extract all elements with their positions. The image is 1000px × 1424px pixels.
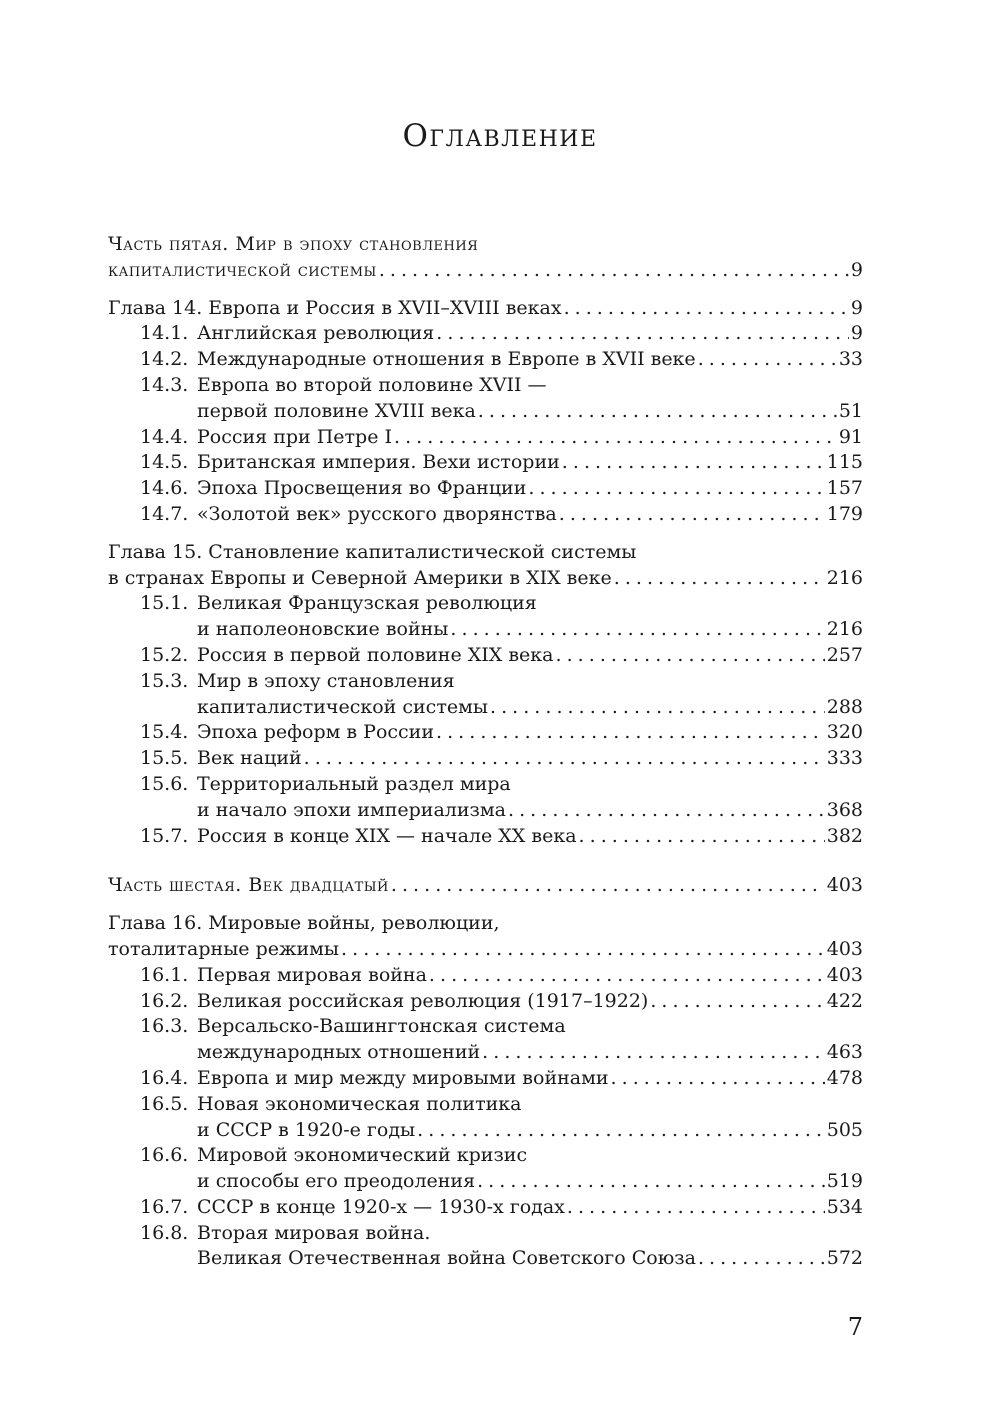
dot-leader bbox=[564, 296, 849, 322]
section-page-number: 320 bbox=[826, 721, 863, 744]
section-number: 14.7. bbox=[140, 502, 189, 525]
section-number: 15.3. bbox=[140, 669, 189, 692]
section-page-number: 157 bbox=[826, 477, 863, 500]
section-number: 14.3. bbox=[140, 373, 189, 396]
dot-leader bbox=[341, 937, 825, 963]
section-title: Россия в конце XIX — начале XX века bbox=[197, 824, 577, 847]
dot-leader bbox=[304, 746, 825, 772]
dot-leader bbox=[611, 1066, 825, 1092]
section-title: Новая экономическая политика bbox=[197, 1092, 522, 1115]
toc-section-line bbox=[108, 798, 863, 824]
dot-leader bbox=[391, 873, 825, 899]
section-title: «Золотой век» русского дворянства bbox=[197, 502, 557, 525]
dot-leader bbox=[436, 720, 825, 746]
dot-leader bbox=[650, 989, 824, 1015]
section-page-number: 257 bbox=[826, 643, 863, 666]
toc-section-line bbox=[108, 450, 863, 476]
section-number: 14.4. bbox=[140, 425, 189, 448]
toc-section-line bbox=[108, 746, 863, 772]
section-title: Английская революция bbox=[197, 322, 435, 345]
toc-section-line bbox=[108, 1118, 863, 1144]
dot-leader bbox=[477, 1169, 825, 1195]
toc-section-line bbox=[108, 989, 863, 1015]
page-title: Оглавление bbox=[402, 118, 598, 154]
dot-leader bbox=[556, 643, 825, 669]
dot-leader bbox=[478, 399, 837, 425]
toc-section-line bbox=[108, 963, 863, 989]
section-title: Великая российская революция (1917–1922) bbox=[197, 989, 649, 1012]
section-title: Версальско-Вашингтонская система bbox=[197, 1015, 566, 1038]
dot-leader bbox=[579, 824, 825, 850]
toc-entry-line bbox=[108, 911, 863, 937]
section-page-number: 333 bbox=[826, 747, 863, 770]
section-number: 16.5. bbox=[140, 1092, 189, 1115]
toc-page-number: 9 bbox=[850, 296, 863, 319]
section-number: 16.4. bbox=[140, 1066, 189, 1089]
section-page-number: 9 bbox=[850, 322, 863, 345]
section-title: Век наций bbox=[197, 747, 302, 770]
section-title: Мир в эпоху становления bbox=[197, 669, 455, 692]
section-number: 15.7. bbox=[140, 824, 189, 847]
toc-entry-line bbox=[108, 258, 863, 284]
dot-leader bbox=[614, 566, 825, 592]
section-number: 15.2. bbox=[140, 643, 189, 666]
toc-page-number: 403 bbox=[826, 937, 863, 960]
section-title: Вторая мировая война. bbox=[197, 1221, 431, 1244]
section-page-number: 91 bbox=[838, 425, 863, 448]
dot-leader bbox=[490, 695, 825, 721]
section-page-number: 115 bbox=[826, 451, 863, 474]
dot-leader bbox=[429, 963, 825, 989]
dot-leader bbox=[567, 1195, 825, 1221]
dot-leader bbox=[379, 258, 849, 284]
toc-section-line bbox=[108, 1143, 863, 1169]
toc-chapter bbox=[108, 296, 863, 528]
section-number: 14.6. bbox=[140, 477, 189, 500]
section-number: 16.1. bbox=[140, 963, 189, 986]
toc-entry-text: в странах Европы и Северной Америки в XIX веке bbox=[108, 566, 612, 589]
toc-entry-text: Глава 15. Становление капиталистической системы bbox=[108, 540, 637, 563]
toc-section-line bbox=[108, 321, 863, 347]
section-page-number: 422 bbox=[826, 989, 863, 1012]
section-page-number: 463 bbox=[826, 1041, 863, 1064]
dot-leader bbox=[508, 798, 825, 824]
toc-section-line bbox=[108, 1195, 863, 1221]
toc-entry-text: капиталистической системы bbox=[108, 258, 377, 281]
section-number: 16.8. bbox=[140, 1221, 189, 1244]
toc-section-line bbox=[108, 669, 863, 695]
section-number: 16.7. bbox=[140, 1195, 189, 1218]
toc-section-line bbox=[108, 824, 863, 850]
toc-entry-text: Глава 16. Мировые войны, революции, bbox=[108, 912, 500, 935]
section-title: СССР в конце 1920-х — 1930-х годах bbox=[197, 1195, 565, 1218]
toc-page-number: 403 bbox=[826, 874, 863, 897]
section-page-number: 288 bbox=[826, 695, 863, 718]
toc-chapter bbox=[108, 540, 863, 850]
toc-entry-line bbox=[108, 296, 863, 322]
section-page-number: 572 bbox=[826, 1247, 863, 1270]
section-title: Британская империя. Вехи истории bbox=[197, 451, 560, 474]
toc-section-line bbox=[108, 772, 863, 798]
toc-section-line bbox=[108, 1221, 863, 1247]
section-title: Эпоха Просвещения во Франции bbox=[197, 477, 527, 500]
toc-section-line bbox=[108, 399, 863, 425]
section-page-number: 179 bbox=[826, 502, 863, 525]
section-title: Россия при Петре I bbox=[197, 425, 393, 448]
section-title: Мировой экономический кризис bbox=[197, 1144, 528, 1167]
section-title: Европа и мир между мировыми войнами bbox=[197, 1066, 609, 1089]
section-title: Эпоха реформ в России bbox=[197, 721, 434, 744]
section-title: Европа во второй половине XVII — bbox=[197, 373, 547, 396]
section-number: 15.5. bbox=[140, 747, 189, 770]
section-page-number: 33 bbox=[838, 348, 863, 371]
section-page-number: 51 bbox=[838, 399, 863, 422]
section-number: 16.6. bbox=[140, 1144, 189, 1167]
toc-entry-line bbox=[108, 937, 863, 963]
section-title: и СССР в 1920-е годы bbox=[197, 1118, 416, 1141]
section-page-number: 403 bbox=[826, 963, 863, 986]
dot-leader bbox=[482, 1040, 825, 1066]
toc-entry-line bbox=[108, 873, 863, 899]
section-title: и наполеоновские войны bbox=[197, 618, 449, 641]
section-title: Территориальный раздел мира bbox=[197, 772, 511, 795]
dot-leader bbox=[417, 1118, 825, 1144]
toc-section-line bbox=[108, 502, 863, 528]
toc-section-line bbox=[108, 720, 863, 746]
toc-section-line bbox=[108, 643, 863, 669]
dot-leader bbox=[698, 1246, 825, 1272]
section-title: Великая Французская революция bbox=[197, 592, 537, 615]
toc-entry-text: Часть шестая. Век двадцатый bbox=[108, 874, 389, 897]
section-page-number: 382 bbox=[826, 824, 863, 847]
toc-section-line bbox=[108, 1246, 863, 1272]
table-of-contents bbox=[108, 232, 863, 1284]
section-title: Великая Отечественная война Советского Союза bbox=[197, 1247, 696, 1270]
toc-section-line bbox=[108, 476, 863, 502]
section-number: 14.5. bbox=[140, 451, 189, 474]
toc-entry-line bbox=[108, 232, 863, 258]
toc-chapter bbox=[108, 911, 863, 1272]
dot-leader bbox=[450, 617, 824, 643]
section-number: 14.2. bbox=[140, 348, 189, 371]
toc-section-line bbox=[108, 1040, 863, 1066]
toc-entry-line bbox=[108, 540, 863, 566]
toc-entry-text: Часть пятая. Мир в эпоху становления bbox=[108, 233, 479, 255]
section-title: Первая мировая война bbox=[197, 963, 427, 986]
section-title: Россия в первой половине XIX века bbox=[197, 643, 554, 666]
toc-section-line bbox=[108, 695, 863, 721]
section-number: 16.3. bbox=[140, 1015, 189, 1038]
section-page-number: 519 bbox=[826, 1170, 863, 1193]
toc-section-line bbox=[108, 347, 863, 373]
section-title: первой половине XVIII века bbox=[197, 399, 476, 422]
toc-section-line bbox=[108, 425, 863, 451]
toc-entry-text: тоталитарные режимы bbox=[108, 937, 340, 960]
toc-section-line bbox=[108, 591, 863, 617]
toc-part bbox=[108, 232, 863, 284]
section-title: международных отношений bbox=[197, 1041, 481, 1064]
section-title: Международные отношения в Европе в XVII веке bbox=[197, 348, 696, 371]
section-title: и начало эпохи империализма bbox=[197, 798, 507, 821]
toc-entry-text: Глава 14. Европа и Россия в XVII–XVIII веках bbox=[108, 296, 562, 319]
section-page-number: 368 bbox=[826, 798, 863, 821]
toc-section-line bbox=[108, 1169, 863, 1195]
dot-leader bbox=[528, 476, 824, 502]
section-page-number: 216 bbox=[826, 618, 863, 641]
dot-leader bbox=[394, 425, 837, 451]
toc-section-line bbox=[108, 617, 863, 643]
dot-leader bbox=[436, 321, 849, 347]
page-number: 7 bbox=[847, 1313, 863, 1341]
section-title: и способы его преодоления bbox=[197, 1170, 476, 1193]
toc-section-line bbox=[108, 1014, 863, 1040]
section-number: 14.1. bbox=[140, 322, 189, 345]
dot-leader bbox=[698, 347, 837, 373]
dot-leader bbox=[559, 502, 825, 528]
section-page-number: 478 bbox=[826, 1066, 863, 1089]
section-number: 16.2. bbox=[140, 989, 189, 1012]
toc-page-number: 216 bbox=[826, 566, 863, 589]
toc-part bbox=[108, 873, 863, 899]
section-page-number: 534 bbox=[826, 1195, 863, 1218]
section-number: 15.6. bbox=[140, 772, 189, 795]
section-title: капиталистической системы bbox=[197, 695, 488, 718]
section-number: 15.4. bbox=[140, 721, 189, 744]
toc-page-number: 9 bbox=[850, 258, 863, 281]
toc-section-line bbox=[108, 1066, 863, 1092]
section-page-number: 505 bbox=[826, 1118, 863, 1141]
dot-leader bbox=[562, 450, 825, 476]
toc-section-line bbox=[108, 1092, 863, 1118]
toc-entry-line bbox=[108, 566, 863, 592]
toc-section-line bbox=[108, 373, 863, 399]
section-number: 15.1. bbox=[140, 592, 189, 615]
